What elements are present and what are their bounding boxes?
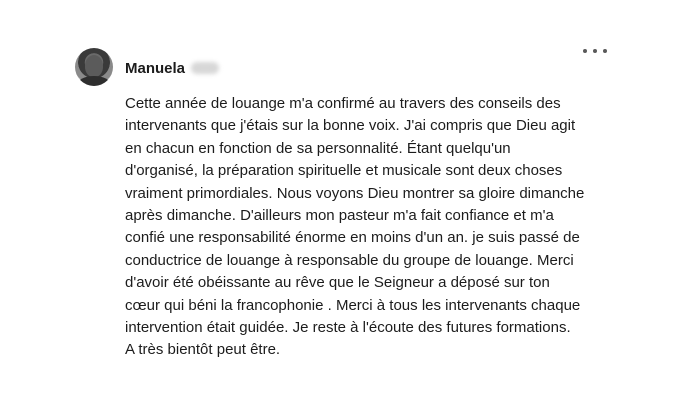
author-row: [125, 58, 219, 78]
more-options-icon[interactable]: [583, 44, 607, 58]
redacted-surname: [191, 62, 219, 74]
avatar-face: [85, 55, 103, 77]
avatar[interactable]: [75, 48, 113, 86]
avatar-shoulders: [77, 76, 111, 86]
more-dot: [603, 49, 607, 53]
more-dot: [583, 49, 587, 53]
more-dot: [593, 49, 597, 53]
comment-text: Cette année de louange m'a confirmé au travers des conseils des intervenants que j'étais sur la bonne voix. J'ai compris que Dieu agit en chacun en fonction de sa personnalité. Étant quelqu'un d'organisé, la préparation spirituelle et musicale sont deux choses vraiment primordiales. Nous voyons Dieu montrer sa gloire dimanche après dimanche. D'ailleurs mon pasteur m'a fait confiance et m'a confié une responsabilité énorme en moins d'un an. je suis passé de conductrice de louange à responsable du groupe de louange. Merci d'avoir été obéissante au rêve que le Seigneur a déposé sur ton cœur qui béni la francophonie . Merci à tous les intervenants chaque intervention était guidée. Je reste à l'écoute des futures formations. A très bientôt peut être.: [125, 95, 585, 359]
author-name[interactable]: Manuela: [125, 59, 186, 77]
